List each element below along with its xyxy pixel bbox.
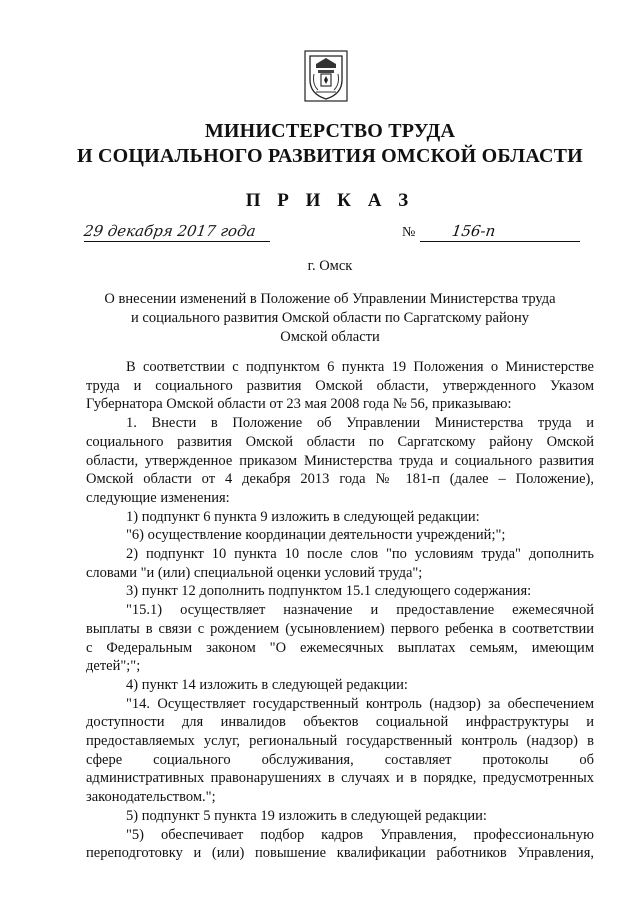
- body-line: В соответствии с подпунктом 6 пункта 19 Положения о Министерстве: [126, 359, 594, 375]
- body-line: "5) обеспечивает подбор кадров Управления, профессиональную: [126, 826, 594, 843]
- body-line: сфере социального обслуживания, составляет протоколы об: [86, 751, 594, 768]
- body-line: 1. Внести в Положение об Управлении Министерства труда и: [126, 415, 594, 432]
- body-line: "14. Осуществляет государственный контроль (надзор) за обеспечением: [126, 695, 594, 712]
- body-line: 4) пункт 14 изложить в следующей редакции:: [126, 676, 408, 693]
- body-line: 1) подпункт 6 пункта 9 изложить в следующей редакции:: [126, 508, 480, 525]
- body-line: "15.1) осуществляет назначение и предоставление ежемесячной: [126, 602, 594, 619]
- order-body: [86, 358, 594, 863]
- ministry-name-line1: МИНИСТЕРСТВО ТРУДА: [204, 120, 456, 142]
- body-line: Омской области от 4 декабря 2013 года № 181-п (далее – Положение),: [86, 471, 594, 488]
- body-line: законодательством.";: [86, 789, 216, 806]
- body-line: детей";";: [86, 658, 141, 675]
- body-line: 2) подпункт 10 пункта 10 после слов "по условиям труда" дополнить: [126, 546, 594, 563]
- body-line: административных правонарушениях в случаях и в порядке, предусмотренных: [86, 770, 594, 787]
- body-line: 5) подпункт 5 пункта 19 изложить в следующей редакции:: [126, 807, 487, 824]
- body-line: переподготовку и (или) повышение квалификации работников Управления,: [86, 845, 594, 862]
- ministry-name-line2: И СОЦИАЛЬНОГО РАЗВИТИЯ ОМСКОЙ ОБЛАСТИ: [77, 145, 583, 167]
- order-subject: [90, 290, 570, 347]
- subject-line: Омской области: [280, 329, 380, 345]
- body-line: выплаты в связи с рождением (усыновлением) первого ребенка в соответствии: [86, 620, 594, 637]
- order-number-label: №: [402, 225, 416, 240]
- subject-line: и социального развития Омской области по Саргатскому району: [131, 310, 529, 326]
- body-line: следующие изменения:: [86, 489, 230, 506]
- subject-line: О внесении изменений в Положение об Управлении Министерства труда: [104, 291, 556, 307]
- city: г. Омск: [307, 258, 353, 274]
- order-number-handwritten: 156-п: [450, 222, 497, 240]
- date-underline: [84, 241, 270, 242]
- coat-of-arms-emblem: [304, 50, 348, 102]
- body-line: "6) осуществление координации деятельности учреждений;";: [126, 527, 506, 544]
- body-line: области, утвержденное приказом Министерства труда и социального развития: [86, 452, 594, 469]
- body-line: с Федеральным законом "О ежемесячных выплатах семьям, имеющим: [86, 639, 594, 656]
- body-line: 3) пункт 12 дополнить подпунктом 15.1 следующего содержания:: [126, 583, 532, 600]
- body-line: предоставляемых услуг, региональный государственный контроль (надзор) в: [86, 733, 594, 750]
- number-underline: [420, 241, 580, 242]
- body-line: доступности для инвалидов объектов социальной инфраструктуры и: [86, 714, 594, 731]
- order-date-handwritten: 29 декабря 2017 года: [82, 222, 257, 240]
- body-line: Губернатора Омской области от 23 мая 2008 года № 56, приказываю:: [86, 396, 512, 413]
- order-title: П Р И К А З: [245, 190, 415, 211]
- body-line: социального развития Омской области по Саргатскому району Омской: [86, 433, 594, 450]
- body-line: словами "и (или) специальной оценки условий труда";: [86, 564, 423, 581]
- body-line: труда и социального развития Омской области, утвержденного Указом: [86, 377, 594, 394]
